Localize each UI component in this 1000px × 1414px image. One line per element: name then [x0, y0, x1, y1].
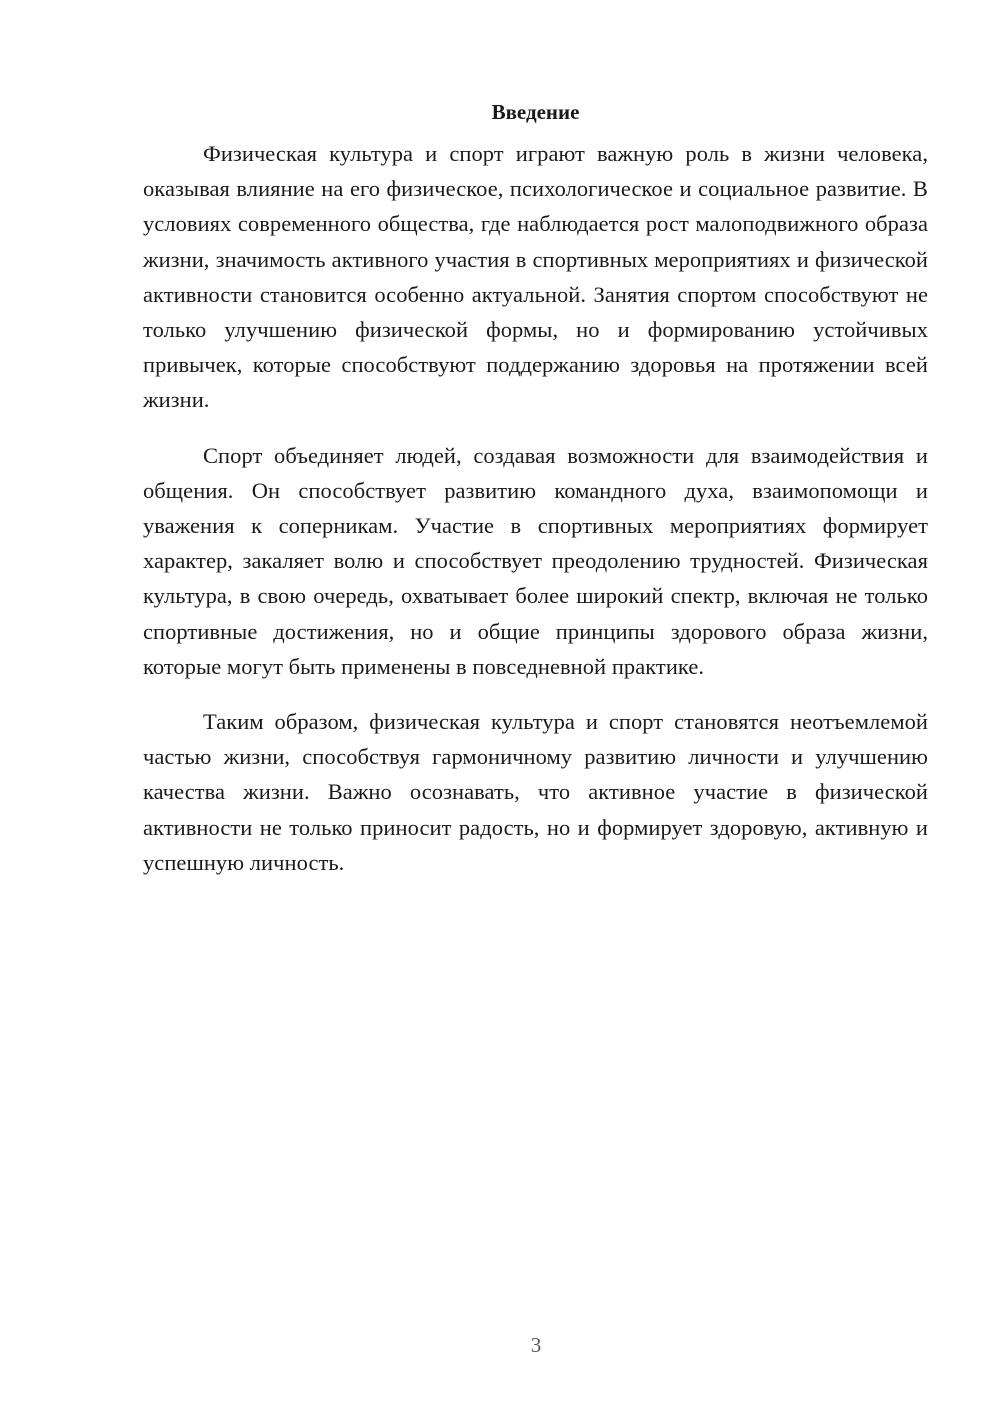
paragraph-1: Физическая культура и спорт играют важную роль в жизни человека, оказывая влияние на его физическое, психологическое и социальное развитие. В условиях современного общества, где наблюдается рост малоподвижного образа жизни, значимость активного участия в спортивных мероприятиях и физической активности становится особенно актуальной. Занятия спортом способствуют не только улучшению физической формы, но и формированию устойчивых привычек, которые способствуют поддержанию здоровья на протяжении всей жизни. — [143, 141, 928, 413]
page-content — [143, 98, 928, 900]
paragraph-3: Таким образом, физическая культура и спорт становятся неотъемлемой частью жизни, способствуя гармоничному развитию личности и улучшению качества жизни. Важно осознавать, что активное участие в физической активности не только приносит радость, но и формирует здоровую, активную и успешную личность. — [143, 709, 928, 875]
section-heading: Введение — [491, 100, 580, 124]
paragraph-2: Спорт объединяет людей, создавая возможности для взаимодействия и общения. Он способствует развитию командного духа, взаимопомощи и уважения к соперникам. Участие в спортивных мероприятиях формирует характер, закаляет волю и способствует преодолению трудностей. Физическая культура, в свою очередь, охватывает более широкий спектр, включая не только спортивные достижения, но и общие принципы здорового образа жизни, которые могут быть применены в повседневной практике. — [143, 442, 928, 679]
page-number: 3 — [530, 1333, 542, 1357]
